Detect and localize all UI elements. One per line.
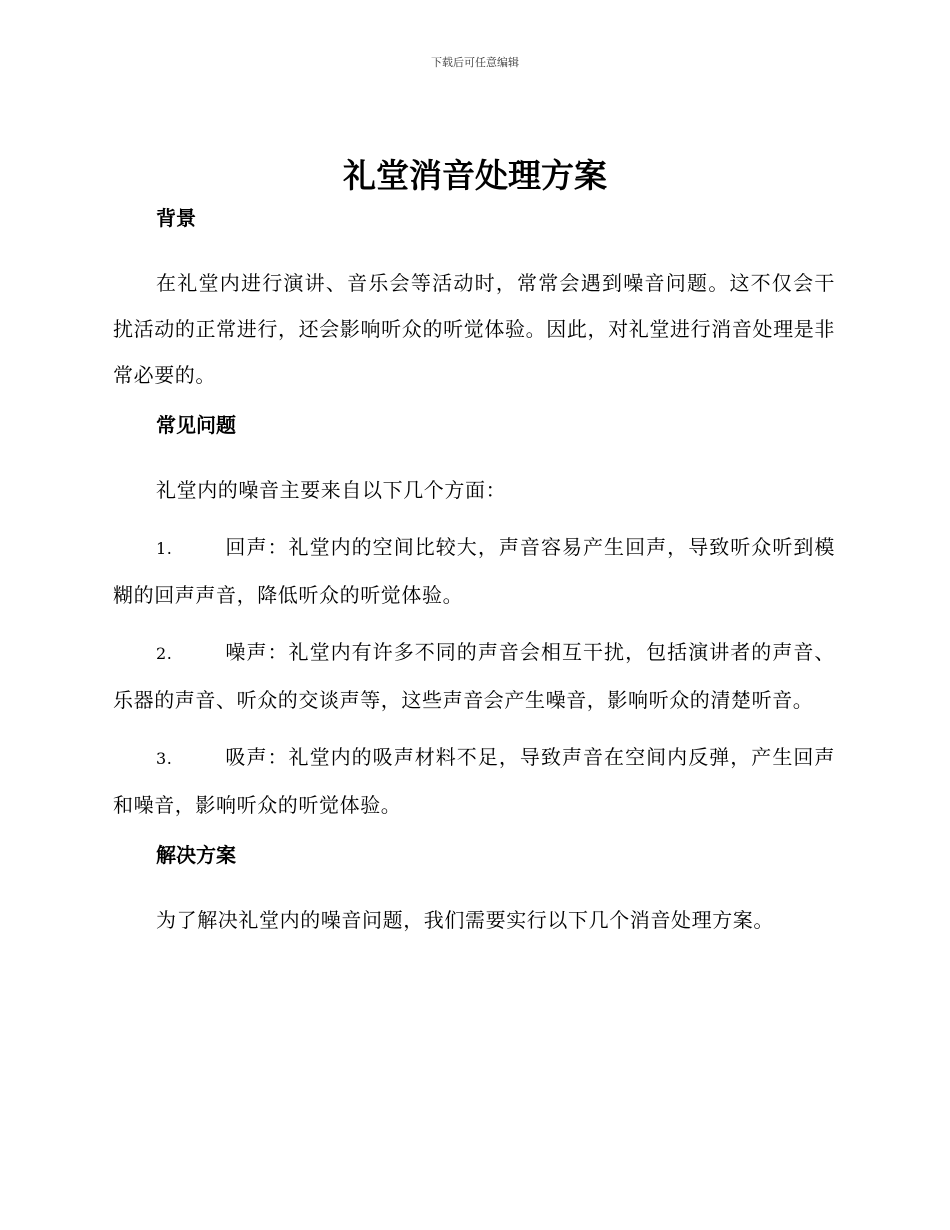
list-item — [113, 524, 835, 618]
list-item-number: 3. — [156, 749, 173, 768]
document-body — [113, 203, 835, 954]
list-item-text: 噪声：礼堂内有许多不同的声音会相互干扰，包括演讲者的声音、乐器的声音、听众的交谈声等，这些声音会产生噪音，影响听众的清楚听音。 — [113, 640, 835, 712]
background-paragraph: 在礼堂内进行演讲、音乐会等活动时，常常会遇到噪音问题。这不仅会干扰活动的正常进行，还会影响听众的听觉体验。因此，对礼堂进行消音处理是非常必要的。 — [113, 271, 835, 387]
section-heading-problems: 常见问题 — [156, 413, 236, 437]
list-item — [113, 734, 835, 828]
list-item-number: 1. — [156, 539, 173, 558]
list-item-number: 2. — [156, 644, 173, 663]
list-item — [113, 629, 835, 723]
section-heading-solutions: 解决方案 — [156, 843, 236, 867]
problems-intro: 礼堂内的噪音主要来自以下几个方面： — [156, 478, 507, 502]
header-note: 下载后可任意编辑 — [431, 56, 519, 69]
solutions-paragraph: 为了解决礼堂内的噪音问题，我们需要实行以下几个消音处理方案。 — [156, 908, 774, 932]
list-item-text: 回声：礼堂内的空间比较大，声音容易产生回声，导致听众听到模糊的回声声音，降低听众的听觉体验。 — [113, 535, 835, 607]
list-item-text: 吸声：礼堂内的吸声材料不足，导致声音在空间内反弹，产生回声和噪音，影响听众的听觉体验。 — [113, 745, 835, 817]
document-title: 礼堂消音处理方案 — [343, 156, 607, 195]
section-heading-background: 背景 — [156, 206, 196, 230]
